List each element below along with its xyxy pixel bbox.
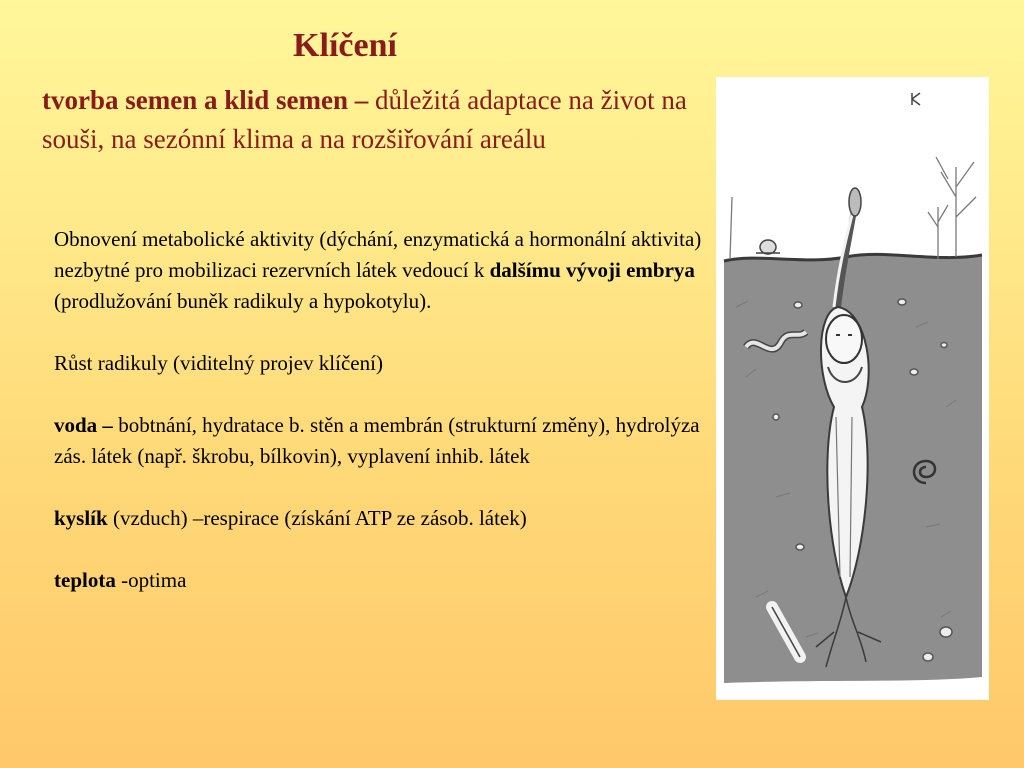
spacer (54, 379, 714, 410)
germinating-seed-drawing (716, 77, 989, 700)
metabolic-bold: dalšímu vývoji embrya (489, 258, 695, 282)
oxygen-text: (vzduch) –respirace (získání ATP ze zásob. látek) (107, 506, 527, 530)
snail-icon (756, 240, 780, 254)
spacer (54, 317, 714, 348)
temperature-bold: teplota (54, 568, 116, 592)
paragraph-oxygen (54, 503, 714, 534)
body-text (54, 224, 714, 596)
seedling-head (826, 315, 862, 363)
temperature-text: -optima (115, 568, 187, 592)
oxygen-bold: kyslík (54, 506, 108, 530)
sprout-tip (849, 188, 861, 216)
subtitle-bold: tvorba semen a klid semen – (42, 85, 369, 115)
metabolic-text-before: Obnovení metabolické aktivity (dýchání, enzymatická a hormonální aktivita) nezbytné pro mobilizaci rezervních látek vedoucí k (54, 227, 702, 282)
paragraph-temperature (54, 565, 714, 596)
paragraph-radicle: Růst radikuly (viditelný projev klíčení) (54, 351, 383, 375)
metabolic-text-after: (prodlužování buněk radikuly a hypokotylu). (54, 289, 432, 313)
germination-illustration (716, 77, 989, 700)
slide-subtitle (42, 81, 702, 159)
paragraph-water (54, 410, 714, 472)
paragraph-metabolic (54, 224, 714, 317)
subtitle-rest: důležitá adaptace na život na souši, na sezónní klima a na rozšiřování areálu (42, 85, 687, 154)
spacer (54, 534, 714, 565)
signature-mark (912, 93, 920, 105)
water-bold: voda – (54, 413, 113, 437)
water-text: bobtnání, hydratace b. stěn a membrán (strukturní změny), hydrolýza zás. látek (např. škrobu, bílkovin), vyplavení inhib. látek (54, 413, 700, 468)
slide-title: Klíčení (293, 27, 397, 64)
spacer (54, 472, 714, 503)
